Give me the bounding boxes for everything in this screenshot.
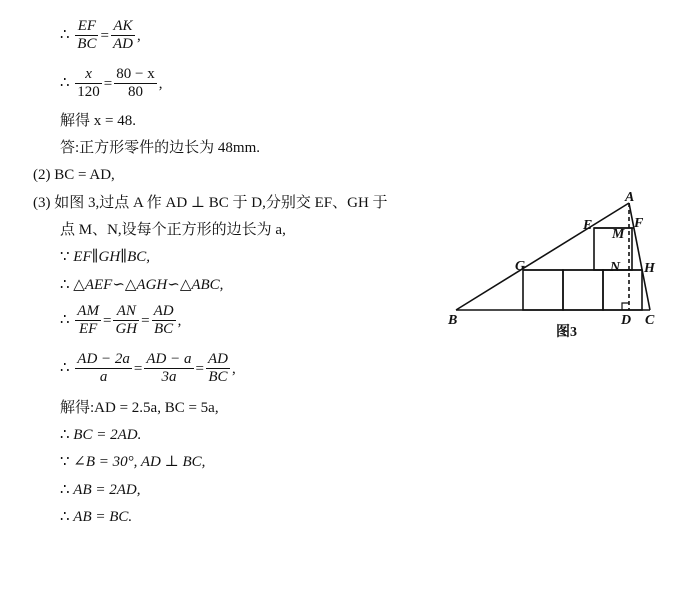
label-m: M (612, 227, 625, 242)
ab-bc-line (60, 508, 132, 526)
similar-statement: △AEF∽△AGH∽△ABC, (73, 277, 224, 293)
denominator: BC (77, 36, 97, 52)
angle-line (60, 453, 205, 471)
because-symbol: ∵ (60, 249, 70, 265)
denominator: BC (208, 369, 228, 385)
numerator: AD (207, 351, 228, 367)
numerator: AN (113, 303, 139, 321)
bc-line (60, 426, 141, 444)
therefore-symbol: ∴ (60, 26, 70, 43)
parallel-line (60, 248, 150, 266)
label-f: F (634, 216, 644, 231)
label-b: B (448, 313, 458, 328)
label-g: G (515, 259, 526, 274)
equation-ratio-3: ∴ $\frac{AM}{EF}$ = $\frac{AN}{GH}$ = $\frac{AD}{BC}$ , (60, 303, 182, 337)
denominator: 120 (77, 84, 100, 100)
part-3-line-2: 点 M、N,设每个正方形的边长为 a, (60, 222, 286, 238)
therefore-symbol: ∴ (60, 427, 70, 443)
therefore-symbol: ∴ (60, 359, 70, 376)
part-2-line: (2) BC = AD, (33, 167, 115, 183)
denominator: 80 (128, 84, 143, 100)
numerator: AD − 2a (77, 351, 130, 367)
equation-ratio-2: ∴ $\frac{x}{120}$ = $\frac{80 - x}{80}$ , (60, 66, 163, 100)
figure-caption: 图3 (556, 325, 577, 340)
right-angle-mark (622, 303, 629, 310)
solution-line-2: 解得:AD = 2.5a, BC = 5a, (60, 400, 219, 416)
label-d: D (621, 313, 632, 328)
numerator: AD (153, 303, 174, 319)
denominator: a (99, 369, 108, 385)
therefore-symbol: ∴ (60, 277, 70, 293)
ab-bc-statement: AB = BC. (73, 509, 133, 525)
figure-svg (446, 190, 676, 345)
angle-statement: ∠B = 30°, AD ⊥ BC, (73, 454, 206, 470)
label-a: A (625, 190, 635, 205)
numerator: 80 − x (116, 66, 155, 82)
answer-line: 答:正方形零件的边长为 48mm. (60, 140, 261, 156)
equation-ratio-4: ∴ $\frac{AD - 2a}{a}$ = $\frac{AD - a}{3a}$ = $\frac{AD}{BC}$ , (60, 351, 236, 385)
numerator: AM (77, 303, 99, 319)
label-e: E (583, 218, 593, 233)
equation-ratio-1: ∴ $\frac{EF}{BC}$ = $\frac{AK}{AD}$ , (60, 18, 141, 52)
label-n: N (610, 260, 621, 275)
square-bottom-2 (563, 270, 603, 310)
part-3-line-1: (3) 如图 3,过点 A 作 AD ⊥ BC 于 D,分别交 EF、GH 于 (33, 195, 388, 211)
numerator: AK (111, 18, 135, 36)
numerator: AD − a (146, 351, 192, 367)
numerator: x (75, 66, 102, 84)
solution-line-1: 解得 x = 48. (60, 113, 136, 129)
because-symbol: ∵ (60, 454, 70, 470)
therefore-symbol: ∴ (60, 482, 70, 498)
numerator: EF (75, 18, 98, 36)
parallel-statement: EF∥GH∥BC, (73, 249, 151, 265)
ab-2ad-statement: AB = 2AD, (73, 482, 141, 498)
geometry-figure-3 (446, 190, 676, 345)
ab-2ad-line (60, 481, 141, 499)
therefore-symbol: ∴ (60, 509, 70, 525)
square-bottom-1 (523, 270, 563, 310)
therefore-symbol: ∴ (60, 311, 70, 328)
denominator: GH (115, 321, 138, 337)
bc-statement: BC = 2AD. (73, 427, 142, 443)
label-h: H (644, 261, 655, 276)
denominator: 3a (161, 369, 177, 385)
denominator: AD (112, 36, 133, 52)
label-c: C (645, 313, 655, 328)
therefore-symbol: ∴ (60, 74, 70, 91)
similar-line (60, 276, 223, 294)
denominator: BC (153, 321, 174, 337)
denominator: EF (78, 321, 98, 337)
